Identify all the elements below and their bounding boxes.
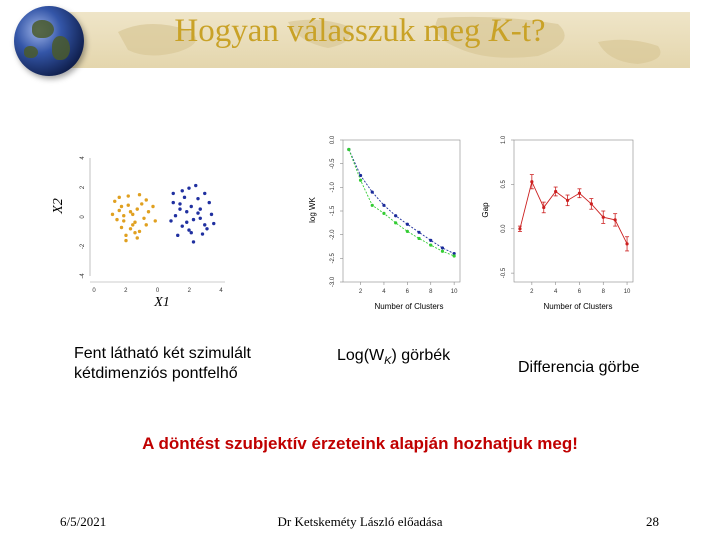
scatter-point-1 xyxy=(115,218,118,221)
series-point-1 xyxy=(406,223,409,226)
caption-logwk: $Log(W_K)$ görbék xyxy=(337,347,451,368)
series-point-1 xyxy=(614,218,617,221)
x-tick-label: 10 xyxy=(450,289,458,295)
x-axis-label: Number of Clusters xyxy=(374,302,444,311)
x-tick-label: 2 xyxy=(187,288,191,294)
y-tick-label: -2 xyxy=(80,243,86,250)
scatter-point-1 xyxy=(111,213,114,216)
scatter-point-1 xyxy=(140,202,143,205)
scatter-point-1 xyxy=(147,210,150,213)
scatter-point-1 xyxy=(127,194,130,197)
y-tick-label: 1.0 xyxy=(501,135,507,145)
scatter-point-2 xyxy=(199,217,202,220)
series-point-2 xyxy=(382,212,385,215)
scatter-point-1 xyxy=(122,214,125,217)
scatter-point-2 xyxy=(203,192,206,195)
series-point-2 xyxy=(417,237,420,240)
series-point-1 xyxy=(518,227,521,230)
series-point-1 xyxy=(429,239,432,242)
footer-page-number: 28 xyxy=(646,514,659,529)
scatter-point-2 xyxy=(172,192,175,195)
y-tick-label: -0.5 xyxy=(330,158,336,169)
series-point-2 xyxy=(453,254,456,257)
y-tick-label: -1.5 xyxy=(330,205,336,217)
x-tick-label: 8 xyxy=(601,289,605,295)
scatter-point-1 xyxy=(138,193,141,196)
series-point-1 xyxy=(530,180,533,183)
series-point-1 xyxy=(441,246,444,249)
x-tick-label: 10 xyxy=(623,289,631,295)
x-tick-label: 4 xyxy=(553,289,558,295)
x-tick-label: 6 xyxy=(405,289,410,295)
scatter-point-1 xyxy=(138,230,141,233)
scatter-point-2 xyxy=(183,196,186,199)
scatter-point-1 xyxy=(127,204,130,207)
scatter-point-2 xyxy=(169,219,172,222)
y-tick-label: -2.5 xyxy=(330,253,336,264)
x-tick-label: 0 xyxy=(92,288,96,294)
series-point-1 xyxy=(382,204,385,207)
scatter-point-2 xyxy=(201,232,204,235)
footer-date: 6/5/2021 xyxy=(60,514,107,529)
scatter-point-1 xyxy=(133,221,136,224)
y-tick-label: 0 xyxy=(80,215,86,219)
scatter-point-1 xyxy=(131,213,134,216)
scatter-point-2 xyxy=(210,213,213,216)
scatter-point-2 xyxy=(185,221,188,224)
series-point-2 xyxy=(394,221,397,224)
logwk-plot xyxy=(305,132,475,312)
series-point-2 xyxy=(441,250,444,253)
series-point-1 xyxy=(417,231,420,234)
scatter-point-1 xyxy=(154,219,157,222)
y-tick-label: 2 xyxy=(80,185,86,190)
x-tick-label: 0 xyxy=(155,288,160,294)
series-point-1 xyxy=(554,190,557,193)
series-point-1 xyxy=(371,190,374,193)
x-tick-label: 2 xyxy=(124,288,128,294)
x-tick-label: 2 xyxy=(358,289,363,295)
decision-statement: A döntést szubjektív érzeteink alapján hozhatjuk meg! xyxy=(142,434,578,453)
gap-plot xyxy=(478,132,643,312)
series-point-1 xyxy=(625,242,628,245)
plot-frame xyxy=(514,140,633,282)
x-tick-label: 6 xyxy=(577,289,582,295)
scatter-point-2 xyxy=(192,218,195,221)
series-line-2 xyxy=(349,149,454,256)
scatter-point-1 xyxy=(129,227,132,230)
y-tick-label: -1.0 xyxy=(330,182,336,193)
series-point-2 xyxy=(371,204,374,207)
x-tick-label: 4 xyxy=(219,288,223,294)
plot-frame xyxy=(343,140,460,282)
footer-author: Dr Ketskeméty László előadása xyxy=(277,514,443,529)
scatter-point-2 xyxy=(181,189,184,192)
scatter-point-2 xyxy=(192,240,195,243)
caption-gap: Differencia görbe xyxy=(518,359,640,376)
scatter-point-1 xyxy=(120,205,123,208)
scatter-point-1 xyxy=(129,210,132,213)
scatter-point-1 xyxy=(124,234,127,237)
scatter-point-2 xyxy=(203,223,206,226)
scatter-point-2 xyxy=(174,214,177,217)
series-point-1 xyxy=(542,206,545,209)
scatter-point-1 xyxy=(122,219,125,222)
y-tick-label: -0.5 xyxy=(501,267,507,279)
series-point-1 xyxy=(566,199,569,202)
scatter-plot xyxy=(50,148,235,310)
scatter-point-2 xyxy=(187,186,190,189)
scatter-point-1 xyxy=(118,196,121,199)
x-tick-label: 2 xyxy=(530,289,534,295)
x-tick-label: 4 xyxy=(382,289,386,295)
y-tick-label: -2.0 xyxy=(330,229,336,240)
y-tick-label: 0.0 xyxy=(330,135,336,145)
scatter-point-1 xyxy=(151,205,154,208)
series-point-2 xyxy=(406,230,409,233)
scatter-point-1 xyxy=(145,198,148,201)
series-point-2 xyxy=(347,148,350,151)
scatter-point-2 xyxy=(187,228,190,231)
scatter-point-2 xyxy=(199,207,202,210)
scatter-point-1 xyxy=(133,231,136,234)
y-axis-label: log WK xyxy=(308,197,317,223)
series-point-1 xyxy=(394,214,397,217)
y-tick-label: 4 xyxy=(80,156,86,160)
scatter-point-1 xyxy=(131,223,134,226)
scatter-point-2 xyxy=(196,211,199,214)
scatter-point-2 xyxy=(185,210,188,213)
series-line-1 xyxy=(349,149,454,253)
scatter-point-2 xyxy=(172,201,175,204)
y-axis-label: Gap xyxy=(481,202,490,218)
series-point-1 xyxy=(602,216,605,219)
scatter-point-2 xyxy=(212,222,215,225)
slide-title: Hogyan válasszuk meg K-t? xyxy=(174,13,546,49)
scatter-point-2 xyxy=(205,227,208,230)
scatter-point-2 xyxy=(208,201,211,204)
scatter-point-2 xyxy=(190,231,193,234)
x-axis-label: X1 xyxy=(154,295,170,310)
scatter-point-1 xyxy=(142,217,145,220)
y-axis-label: X2 xyxy=(51,198,66,214)
scatter-point-2 xyxy=(178,202,181,205)
caption-scatter-line2: kétdimenziós pontfelhő xyxy=(74,365,238,382)
y-tick-label: -4 xyxy=(80,273,86,279)
scatter-point-2 xyxy=(194,184,197,187)
scatter-point-1 xyxy=(120,226,123,229)
caption-scatter xyxy=(74,344,251,384)
scatter-point-1 xyxy=(113,200,116,203)
x-axis-label: Number of Clusters xyxy=(543,302,613,311)
scatter-point-1 xyxy=(124,239,127,242)
series-point-2 xyxy=(429,243,432,246)
series-point-1 xyxy=(590,202,593,205)
y-tick-label: 0.0 xyxy=(501,224,507,233)
scatter-point-1 xyxy=(118,209,121,212)
y-tick-label: 0.5 xyxy=(501,180,507,189)
scatter-point-2 xyxy=(178,207,181,210)
scatter-point-1 xyxy=(136,207,139,210)
scatter-point-2 xyxy=(190,205,193,208)
series-point-2 xyxy=(359,179,362,182)
scatter-point-2 xyxy=(181,224,184,227)
y-tick-label: -3.0 xyxy=(330,276,336,288)
scatter-point-1 xyxy=(136,236,139,239)
series-line-1 xyxy=(520,182,627,244)
x-tick-label: 8 xyxy=(429,289,433,295)
scatter-point-2 xyxy=(196,197,199,200)
caption-scatter-line1: Fent látható két szimulált xyxy=(74,345,251,362)
series-point-1 xyxy=(578,192,581,195)
scatter-point-1 xyxy=(145,223,148,226)
scatter-point-2 xyxy=(176,234,179,237)
